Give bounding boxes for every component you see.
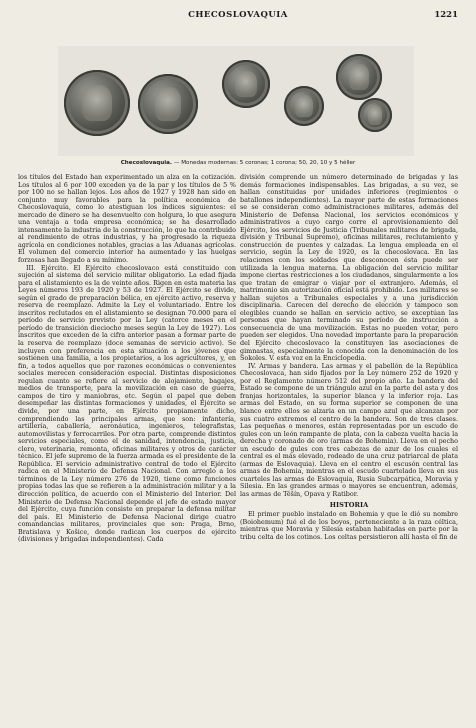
paragraph-arms-and-flag: IV. Armas y bandera. Las armas y el pabellón de la República Checoslovaca, han sido fijados por la Ley número 252 de 1920 y por el Reglamento número 512 del propio año. La bandera del Estado se compone de un triángulo azul en la parte del asta y dos franjas horizontales, la superior blanca y la inferior roja. Las armas del Estado, en su forma superior se componen de una blanco entre ellos se alzaria en un campo azul que alcanzan por sus cuatro extremos el centro de la bandera. Son de tres clases. Las pequeñas o menores, están representadas por un escudo de gules con un león rampante de plata, con la cabeza vuelta hacia la derecha y coronado de oro (armas de Bohemia). Lleva en el pecho un escudo de gules con tres cabezas de azur de los cuales el central es el más elevado, rodeado de una cruz patriarcal de plata (armas de Eslovaquia). Lleva en el centro el escusón central las armas de Bohemia, mientras en el escudo cuartelado lleva en sus cuarteles las armas de Eslovaquia, Rusia Subcarpática, Moravia y Silesia. En las grandes armas o mayores se encuentran, además, las armas de Těšín, Opava y Ratibor. bbox=[240, 361, 458, 498]
coin-5-coronas bbox=[64, 70, 130, 136]
paragraph-economy: los títulos del Estado han experimentado un alza en la cotización. Los títulos al 6 por 100 exceden ya de la par y los títulos de 5 % por 100 no se hallan lejos. Los años de 1927 y 1928 han sido en conjunto muy favorables para la política económica de Checoslovaquia, como lo atestiguan los índices siguientes: el mercado de dinero se ha desenvuelto con holgura, lo que asegura una ventaja a toda empresa económica; se ha desarrollado intensamente la industria de la construcción, lo que ha contribuido al rendimiento de otras industrias, y ha progresado la riqueza agrícola en condiciones notables, gracias a las Aduanas agrícolas. El volumen del comercio interior ha aumentado y las huelgas forzosas han llegado a su mínimo. bbox=[18, 173, 236, 265]
coins-photograph bbox=[58, 46, 414, 156]
coin-1-corona bbox=[138, 74, 198, 134]
page-number: 1221 bbox=[434, 10, 458, 20]
coin-50-heller bbox=[222, 60, 270, 108]
right-column bbox=[240, 174, 458, 541]
coin-5-heller bbox=[358, 98, 392, 132]
figure-caption bbox=[30, 160, 446, 166]
coin-20-heller bbox=[284, 86, 324, 126]
running-head bbox=[18, 10, 458, 24]
history-heading: HISTORIA bbox=[329, 500, 369, 509]
running-title: CHECOSLOVAQUIA bbox=[188, 10, 288, 20]
paragraph-history: El primer pueblo instalado en Bohemia y que le dió su nombre (Boiohemum) fué el de los boyos, perteneciente a la raza céltica, mientras que Moravia y Silesia estaban habitadas en parte por la tribu celta de los cotinos. Los celtas persistieron allí hasta el fin de bbox=[240, 510, 458, 541]
paragraph-army: III. Ejército. El Ejército checoslovaco está constituido con sujeción al sistema del servicio militar obligatorio. La edad fijada para el alistamiento es la de veinte años. Rigen en esta materia las Leyes números 193 de 1920 y 53 de 1927. El Ejército se divide, según el grado de preparación bélica, en ejército activo, reserva y reserva de reemplazo. Admite la Ley el voluntariado. Entre los inscritos reclutados en el alistamiento se designan 70.000 para el período de servicio previsto por la Ley (catorce meses en el período de transición dieciocho meses según la Ley de 1927). Los inscritos que exceden de la cifra anterior pasan a formar parte de la reserva de reemplazo (doce semanas de servicio activo). Se incluyen con preferencia en esta situación a los jóvenes que sostienen una familia, a los propietarios, a los agricultores, y, en fin, a todos aquellos que por razones económicas o convenientes sociales merecen consideración especial. Distintas disposiciones regulan cuanto se refiere al servicio de alojamiento, bagajes, medios de transporte, para la movilización en caso de guerra, campos de tiro y maniobras, etc. Según el papel que deben desempeñar las distintas formaciones y unidades, el Ejército se divide, por una parte, en Ejército propiamente dicho, comprendiendo las principales armas, que son: infantería, artillería, caballería, aeronáutica, ingenieros, telegrafistas, automovilistas y ferrocarriles. Por otra parte, comprende distintos servicios especiales, como el de sanidad, intendencia, justicia, clero, veterinaria, remonta, oficinas militares y otros de carácter técnico. El jefe supremo de la fuerza armada es el presidente de la República. El servicio administrativo central de todo el Ejército radica en el Ministerio de Defensa Nacional. Con arreglo a los términos de la Ley número 276 de 1920, tiene como funciones propias todas las que se refieren a la administración militar y a la dirección política, de acuerdo con el Ministerio del Interior. Del Ministerio de Defensa Nacional depende el jefe de estado mayor del Ejército, cuya función consiste en preparar la defensa militar del país. El Ministerio de Defensa Nacional dirige cuatro comandancias militares, provinciales que son: Praga, Brno, Bratislava y Košice, donde radican los cuerpos de ejército (divisiones y brigadas independientes). Cada bbox=[18, 263, 236, 544]
caption-text: — Monedas modernas: 5 coronas; 1 corona; 50, 20, 10 y 5 héller bbox=[172, 160, 356, 166]
left-column bbox=[18, 174, 236, 544]
coin-10-heller bbox=[336, 54, 382, 100]
caption-lead: Checoslovaquia. bbox=[120, 160, 173, 166]
paragraph-army-continued: división comprende un número determinado de brigadas y las demás formaciones indispensables. Las brigadas, a su vez, se hallan constituidas por unidades inferiores (regimientos o batallones independientes). La mayor parte de estas formaciones se se consideran como administraciones militares, además del Ministerio de Defensa Nacional, los servicios económicos y administrativos a cuyo cargo corre el aprovisionamiento del Ejército, los servicios de Justicia (Tribunales militares de brigada, división y Tribunal Supremo), oficinas militares, reclutamiento y construcción de puentes y calzadas. La lengua empleada en el servicio, según la Ley de 1920, es la checoslovaca. En las relaciones con los soldados que desconocen ésta puede ser utilizada la lengua materna. La obligación del servicio militar impone ciertas restricciones a los ciudadanos, singularmente a los que tratan de emigrar o viajar por el extranjero. Además, el matrimonio sin autorización oficial está prohibido. Los militares se hallan sujetos a Tribunales especiales y a una jurisdicción disciplinaria. Carecen del derecho de elección y tampoco son elegibles cuando se hallan en servicio activo, se exceptúan las personas que hayan terminado su período de instrucción a consecuencia de una movilización. Estas no pueden votar, pero pueden ser elegidos. Una novedad importante para la preparación del Ejército checoslovaco la constituyen las asociaciones de gimnastas, especialmente la conocida con la denominación de los Sokoles. V. esta voz en la Enciclopedia. bbox=[240, 173, 458, 363]
